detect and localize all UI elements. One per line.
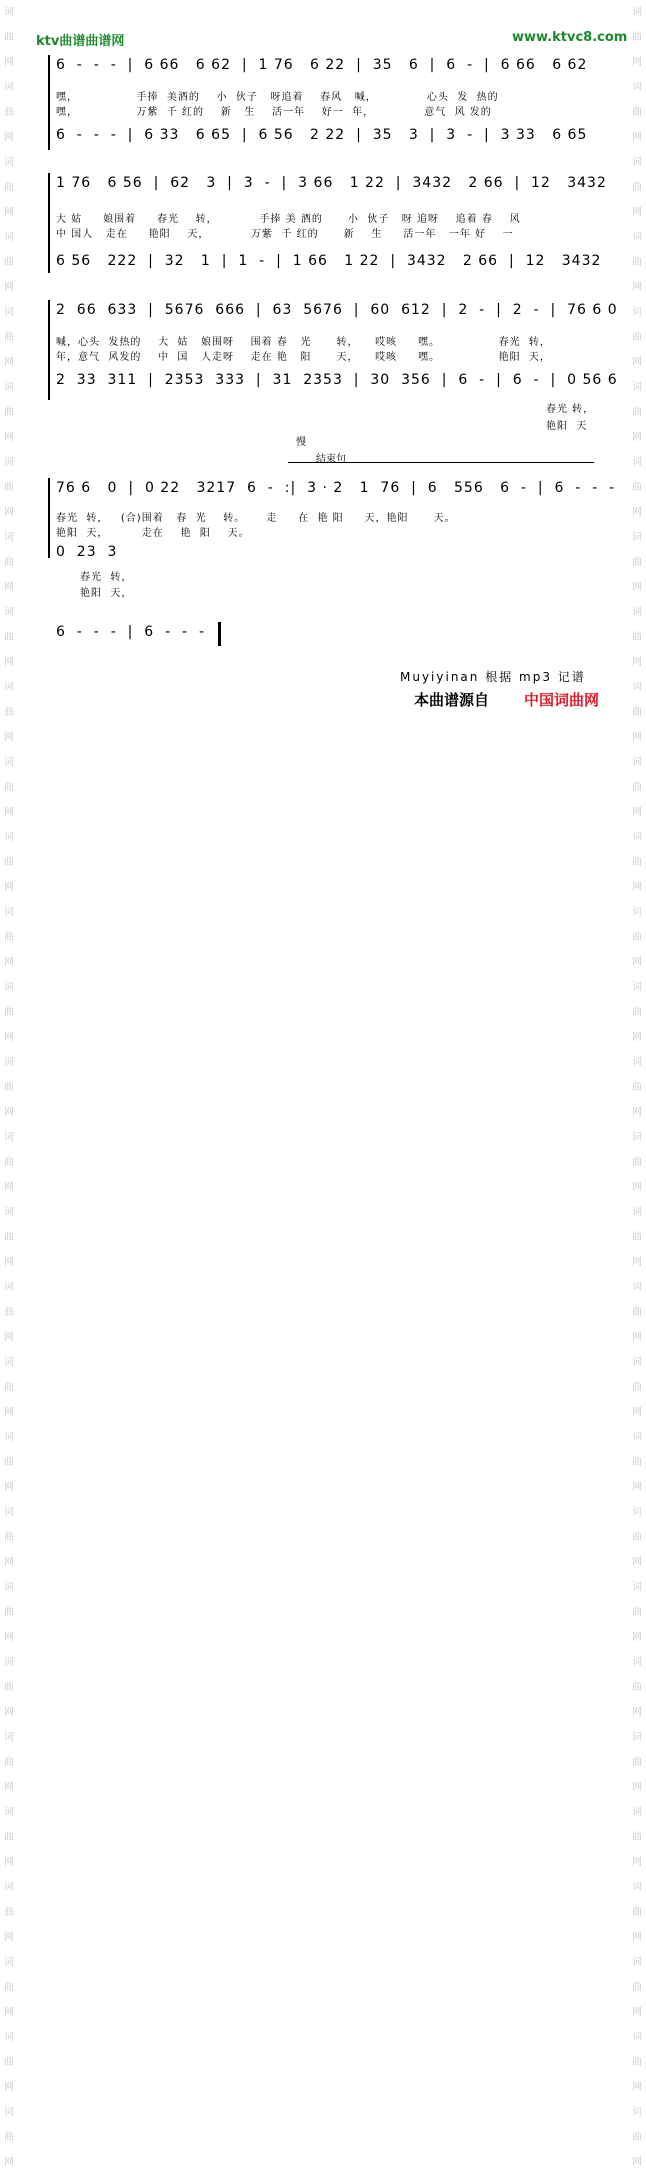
lyric-line-1: 喊，心头 发热的 大 姑 娘围呀 围着 春 光 转， 哎咳 嘿。 春光 转， [56,337,551,348]
ending-bracket [288,462,594,463]
lyric-line-2: 年，意气 风发的 中 国 人走呀 走在 艳 阳 天， 哎咳 嘿。 艳阳 天， [56,352,551,363]
source-label: 本曲谱源自 [414,691,490,709]
score-system-5 [48,622,596,646]
score-system-3 [48,300,618,432]
lyric-line-2: 艳阳 天， 走在 艳 阳 天。 [56,528,250,539]
upper-notes: 76 6 0 | 0 22 3217 6 - :| 3 · 2 1 76 | 6 556 6 - | 6 - - - [56,480,616,496]
right-watermark: 词曲网 词曲网 词曲网 词曲网 词曲网 词曲网 词曲网 词曲网 词曲网 词曲网 词曲网 词曲网 词曲网 词曲网 词曲网 词曲网 词曲网 词曲网 词曲网 词曲网 词曲网 词曲网 词曲网 词曲网 词曲网 词曲网 词曲网 词曲网 词曲网 [632,7,642,2168]
lower-lyric-1: 春光 转， [80,572,133,583]
lyric-line-1: 嘿， 手捧 美酒的 小 伙子 呀追着 春风 喊， 心头 发 热的 [56,92,499,103]
lower-notes: 0 23 3 [56,544,118,560]
tempo-mark: 慢 [296,437,306,448]
lower-notes: 6 56 222 | 32 1 | 1 - | 1 66 1 22 | 3432 2 66 | 12 3432 [56,253,602,269]
lower-lyric-1: 春光 转， [546,404,595,415]
upper-notes: 1 76 6 56 | 62 3 | 3 - | 3 66 1 22 | 3432 2 66 | 12 3432 [56,175,607,191]
left-watermark: 词曲网 词曲网 词曲网 词曲网 词曲网 词曲网 词曲网 词曲网 词曲网 词曲网 词曲网 词曲网 词曲网 词曲网 词曲网 词曲网 词曲网 词曲网 词曲网 词曲网 词曲网 词曲网 词曲网 词曲网 词曲网 词曲网 词曲网 词曲网 词曲网 [4,7,14,2168]
score-system-2 [48,173,607,273]
lyric-line-2: 中 国人 走在 艳阳 天， 万紫 千 红的 新 生 活一年 一年 好 一 [56,229,514,240]
score-system-4 [48,478,616,600]
lower-lyric-2: 艳阳 天 [546,421,588,432]
transcription-credit: Muyiyinan 根据 mp3 记谱 [400,670,586,684]
site-url[interactable]: www.ktvc8.com [512,30,628,45]
lower-lyric-2: 艳阳 天， [80,588,133,599]
score-system-1 [48,55,596,150]
ending-label: 结束句 [316,454,346,465]
lower-notes: 6 - - - | 6 33 6 65 | 6 56 2 22 | 35 3 | 3 - | 3 33 6 65 [56,127,588,143]
lower-notes: 2 33 311 | 2353 333 | 31 2353 | 30 356 | 6 - | 6 - | 0 56 6 [56,372,618,388]
lyric-line-1: 大 姑 娘围着 春光 转， 手捧 美 酒的 小 伙子 呀 追呀 追着 春 风 [56,214,521,225]
final-notes: 6 - - - | 6 - - - [56,624,206,640]
lyric-line-2: 嘿， 万紫 千 红的 新 生 活一年 好一 年， 意气 风 发的 [56,107,492,118]
upper-notes: 6 - - - | 6 66 6 62 | 1 76 6 22 | 35 6 | 6 - | 6 66 6 62 [56,57,588,73]
source-site-name[interactable]: 中国词曲网 [524,691,600,709]
lyric-line-1: 春光 转， (合)围着 春 光 转。 走 在 艳 阳 天，艳阳 天。 [56,513,456,524]
upper-notes: 2 66 633 | 5676 666 | 63 5676 | 60 612 | 2 - | 2 - | 76 6 0 [56,302,618,318]
site-name: ktv曲谱曲谱网 [36,34,125,49]
